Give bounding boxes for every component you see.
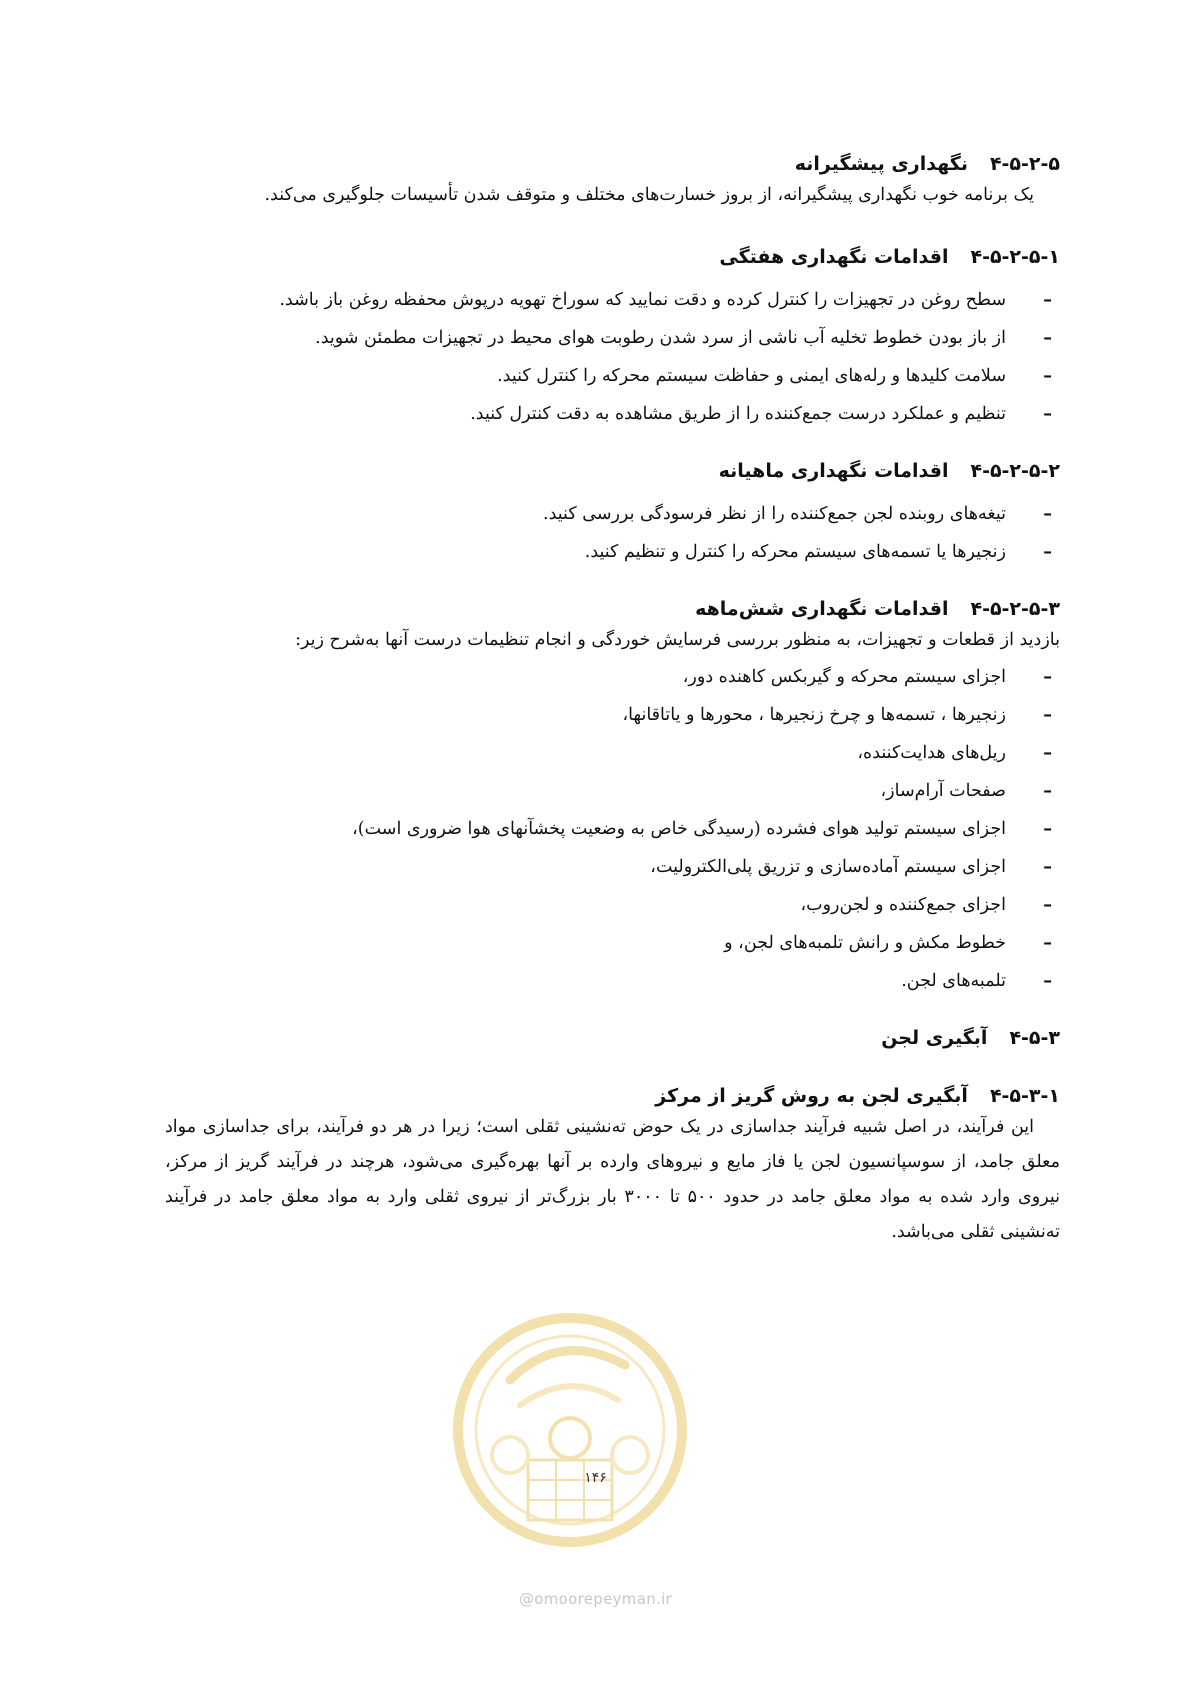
watermark-site-text: @omoorepeyman.ir bbox=[518, 1590, 673, 1608]
section-heading-preventive-maintenance bbox=[165, 150, 1060, 178]
page-content bbox=[165, 150, 1060, 1250]
list-item: – ریل‌های هدایت‌کننده، bbox=[165, 734, 1060, 772]
weekly-maintenance-list bbox=[165, 281, 1060, 433]
section-heading-monthly-maintenance bbox=[165, 457, 1060, 485]
section-heading-sludge-dewatering bbox=[165, 1024, 1060, 1052]
list-item: – صفحات آرام‌ساز، bbox=[165, 772, 1060, 810]
list-item: – تلمبه‌های لجن. bbox=[165, 962, 1060, 1000]
section-title: اقدامات نگهداری ماهیانه bbox=[718, 460, 949, 482]
list-item: – اجزای جمع‌کننده و لجن‌روب، bbox=[165, 886, 1060, 924]
list-item: – تنظیم و عملکرد درست جمع‌کننده را از طریق مشاهده به دقت کنترل کنید. bbox=[165, 395, 1060, 433]
section-number: ۴-۵-۲-۵ bbox=[989, 153, 1060, 175]
list-item: – اجزای سیستم تولید هوای فشرده (رسیدگی خاص به وضعیت پخشآنهای هوا ضروری است)، bbox=[165, 810, 1060, 848]
page-number: ۱۴۶ bbox=[584, 1470, 607, 1486]
watermark-seal-logo bbox=[450, 1310, 690, 1550]
list-item: – سلامت کلیدها و رله‌های ایمنی و حفاظت سیستم محرکه را کنترل کنید. bbox=[165, 357, 1060, 395]
list-item: – اجزای سیستم محرکه و گیربکس کاهنده دور، bbox=[165, 658, 1060, 696]
section-number: ۴-۵-۳ bbox=[1009, 1027, 1060, 1049]
monthly-maintenance-list bbox=[165, 495, 1060, 571]
section-title: اقدامات نگهداری شش‌ماهه bbox=[695, 598, 949, 620]
section-title: آبگیری لجن bbox=[881, 1027, 988, 1049]
section-paragraph: یک برنامه خوب نگهداری پیشگیرانه، از بروز خسارت‌های مختلف و متوقف شدن تأسیسات جلوگیری می‌کند. bbox=[264, 185, 1034, 205]
list-item: – خطوط مکش و رانش تلمبه‌های لجن، و bbox=[165, 924, 1060, 962]
section-paragraph: این فرآیند، در اصل شبیه فرآیند جداسازی در یک حوض ته‌نشینی ثقلی است؛ زیرا در هر دو فرآیند، برای جداسازی مواد معلق جامد، از سوسپانسیون لجن یا فاز مایع و نیروهای وارده بر آنها بهره‌گیری می‌شود، هرچند در فرآیند گریز از مرکز، نیروی وارد شده به مواد معلق جامد در حدود ۵۰۰ تا ۳۰۰۰ بار بزرگ‌تر از نیروی ثقلی وارد به مواد معلق جامد در فرآیند ته‌نشینی ثقلی می‌باشد. bbox=[165, 1117, 1060, 1242]
list-item: – تیغه‌های روبنده لجن جمع‌کننده را از نظر فرسودگی بررسی کنید. bbox=[165, 495, 1060, 533]
section-heading-six-month-maintenance bbox=[165, 595, 1060, 623]
section-number: ۴-۵-۳-۱ bbox=[989, 1085, 1060, 1107]
section-title: آبگیری لجن به روش گریز از مرکز bbox=[655, 1085, 968, 1107]
section-title: نگهداری پیشگیرانه bbox=[794, 153, 968, 175]
section-heading-centrifuge-dewatering bbox=[165, 1082, 1060, 1110]
section-number: ۴-۵-۲-۵-۲ bbox=[970, 460, 1060, 482]
list-item: – اجزای سیستم آماده‌سازی و تزریق پلی‌الکترولیت، bbox=[165, 848, 1060, 886]
section-title: اقدامات نگهداری هفتگی bbox=[719, 246, 949, 268]
list-item: – از باز بودن خطوط تخلیه آب ناشی از سرد شدن رطوبت هوای محیط در تجهیزات مطمئن شوید. bbox=[165, 319, 1060, 357]
section-number: ۴-۵-۲-۵-۳ bbox=[970, 598, 1060, 620]
list-item: – زنجیرها یا تسمه‌های سیستم محرکه را کنترل و تنظیم کنید. bbox=[165, 533, 1060, 571]
six-month-maintenance-list bbox=[165, 658, 1060, 1000]
section-intro: بازدید از قطعات و تجهیزات، به منظور بررسی فرسایش خوردگی و انجام تنظیمات درست آنها به‌شرح زیر: bbox=[295, 630, 1060, 650]
list-item: – زنجیرها ، تسمه‌ها و چرخ زنجیرها ، محورها و یاتاقانها، bbox=[165, 696, 1060, 734]
list-item: – سطح روغن در تجهیزات را کنترل کرده و دقت نمایید که سوراخ تهویه درپوش محفظه روغن باز باشد. bbox=[165, 281, 1060, 319]
section-number: ۴-۵-۲-۵-۱ bbox=[970, 246, 1060, 268]
section-heading-weekly-maintenance bbox=[165, 243, 1060, 271]
